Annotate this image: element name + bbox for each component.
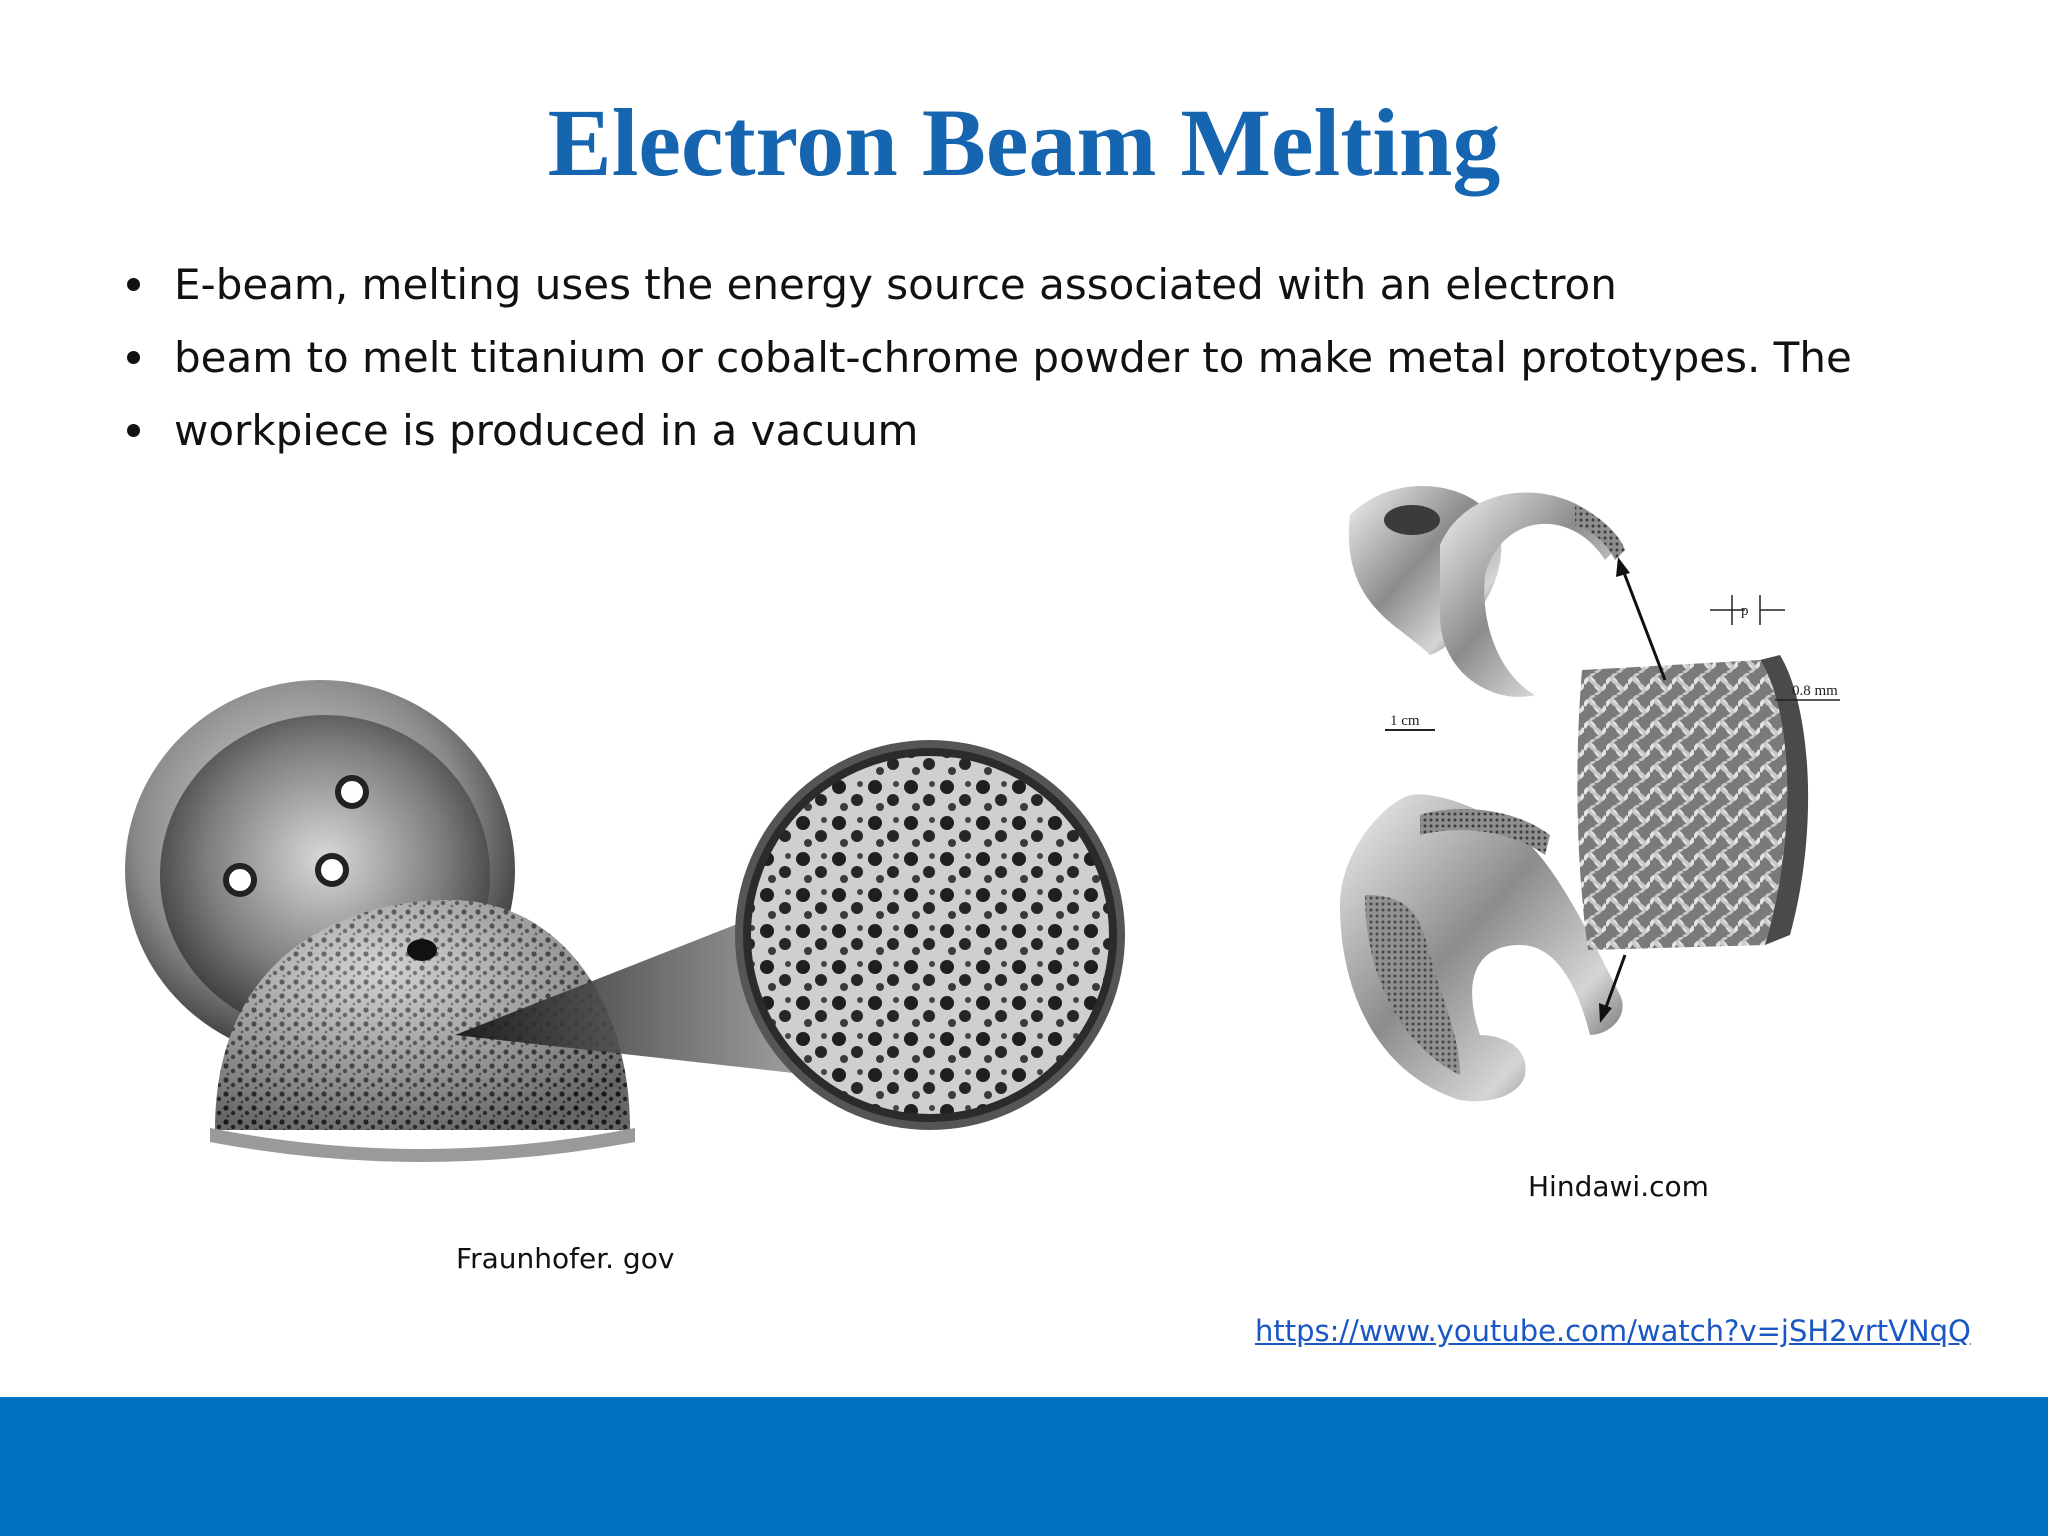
youtube-link[interactable]: https://www.youtube.com/watch?v=jSH2vrtVNqQ: [1255, 1314, 1971, 1348]
strut-label: 0.8 mm: [1792, 683, 1838, 699]
left-image-caption: Fraunhofer. gov: [456, 1242, 675, 1275]
footer-bar: [0, 1397, 2048, 1536]
right-image-caption: Hindawi.com: [1528, 1170, 1709, 1203]
scale-label: 1 cm: [1390, 713, 1420, 729]
bullet-item: [124, 321, 1852, 394]
bullet-text: E-beam, melting uses the energy source associated with an electron: [174, 260, 1617, 309]
acetabular-cup-image: [110, 670, 1140, 1190]
slide-title: Electron Beam Melting: [547, 89, 1501, 196]
bullet-dot: [127, 424, 140, 437]
bullet-text: workpiece is produced in a vacuum: [174, 406, 919, 455]
knee-implant-image: [1320, 475, 1880, 1145]
bullet-item: [124, 394, 1852, 467]
bullet-list: [124, 248, 1852, 467]
bullet-dot: [127, 278, 140, 291]
bullet-text: beam to melt titanium or cobalt-chrome powder to make metal prototypes. The: [174, 333, 1852, 382]
bullet-dot: [127, 351, 140, 364]
bullet-item: [124, 248, 1852, 321]
pore-label: p: [1741, 603, 1749, 619]
